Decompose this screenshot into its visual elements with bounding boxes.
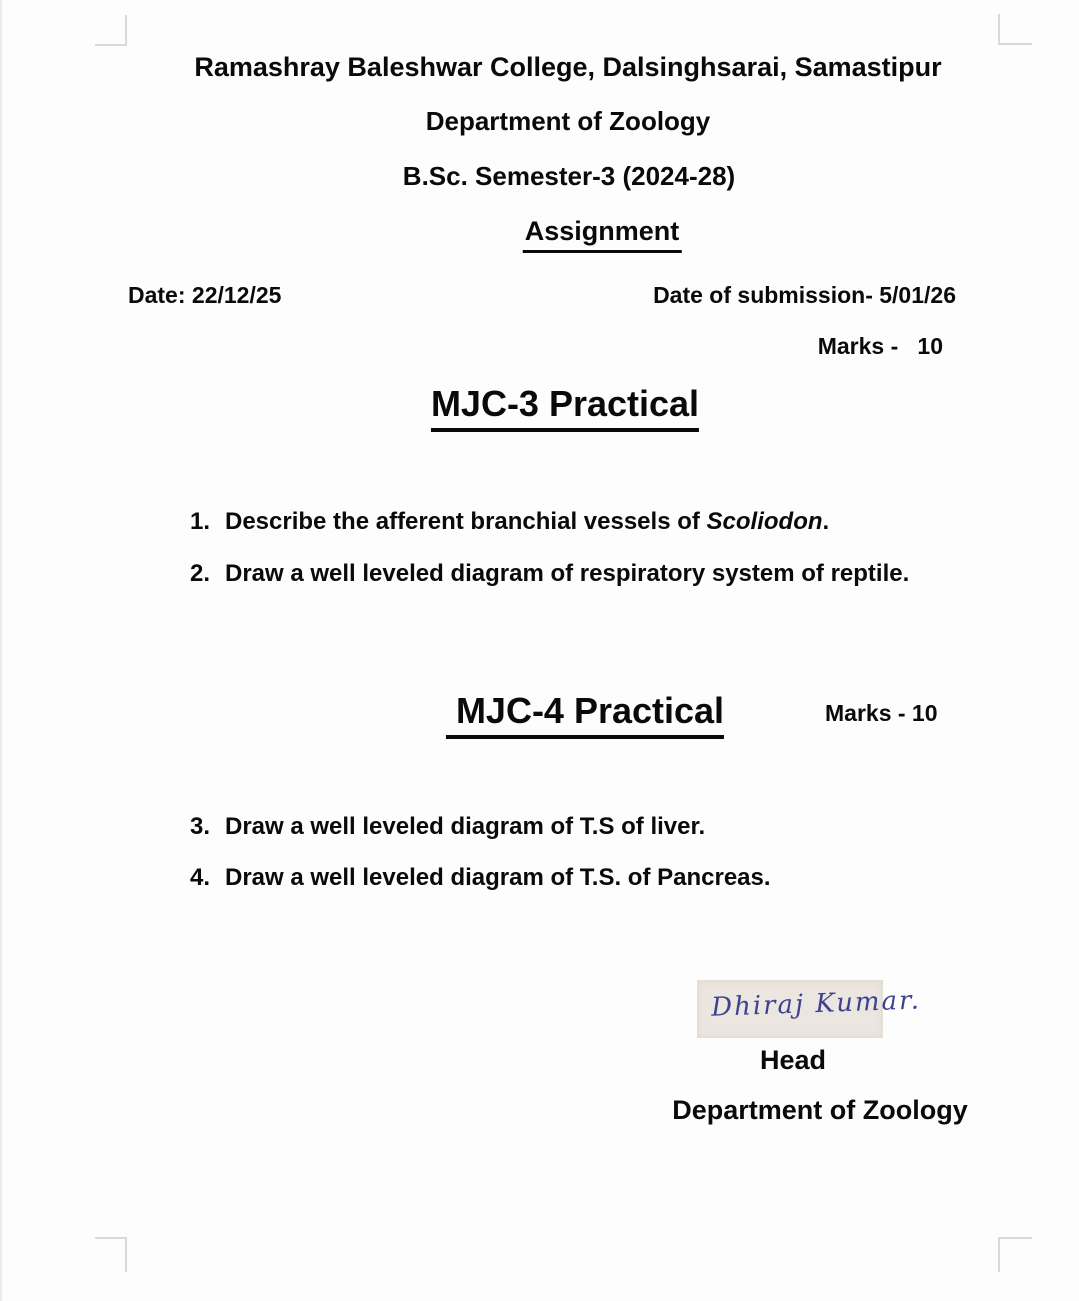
question-4-number: 4. (190, 864, 211, 891)
question-1-text: Describe the afferent branchial vessels of (225, 508, 707, 535)
signature-handwriting: Dhiraj Kumar. (710, 985, 922, 1023)
question-3-number: 3. (190, 813, 211, 840)
date-label: Date: 22/12/25 (128, 282, 282, 308)
question-2-number: 2. (190, 560, 211, 587)
question-2 (190, 560, 909, 588)
section-title-mjc4: MJC-4 Practical (446, 690, 724, 739)
crop-mark-top-right (998, 14, 1032, 45)
question-4-text: Draw a well leveled diagram of T.S. of Pancreas. (225, 864, 771, 891)
signatory-role: Head (759, 1045, 827, 1075)
marks-mjc3-label: Marks - 10 (817, 333, 943, 359)
semester-title: B.Sc. Semester-3 (2024-28) (402, 161, 736, 191)
assignment-title: Assignment (523, 216, 682, 253)
question-1-species-italic: Scoliodon (706, 508, 823, 535)
signatory-department: Department of Zoology (672, 1095, 968, 1125)
question-4 (190, 864, 771, 892)
scan-edge-line (0, 0, 2, 1301)
question-1-number: 1. (190, 508, 211, 535)
section-title-mjc3: MJC-3 Practical (431, 383, 699, 432)
question-3 (190, 813, 705, 841)
marks-mjc4-label: Marks - 10 (825, 700, 938, 726)
signature-image (697, 980, 922, 1038)
question-3-text: Draw a well leveled diagram of T.S of liver. (225, 813, 706, 840)
question-1 (190, 508, 829, 536)
crop-mark-bottom-left (95, 1237, 127, 1272)
department-title: Department of Zoology (425, 106, 711, 136)
crop-mark-top-left (95, 15, 127, 46)
college-name: Ramashray Baleshwar College, Dalsinghsarai, Samastipur (194, 52, 942, 82)
question-2-text: Draw a well leveled diagram of respiratory system of reptile. (225, 560, 910, 587)
submission-date-label: Date of submission- 5/01/26 (653, 282, 956, 308)
question-1-period: . (822, 508, 830, 535)
crop-mark-bottom-right (998, 1237, 1032, 1272)
